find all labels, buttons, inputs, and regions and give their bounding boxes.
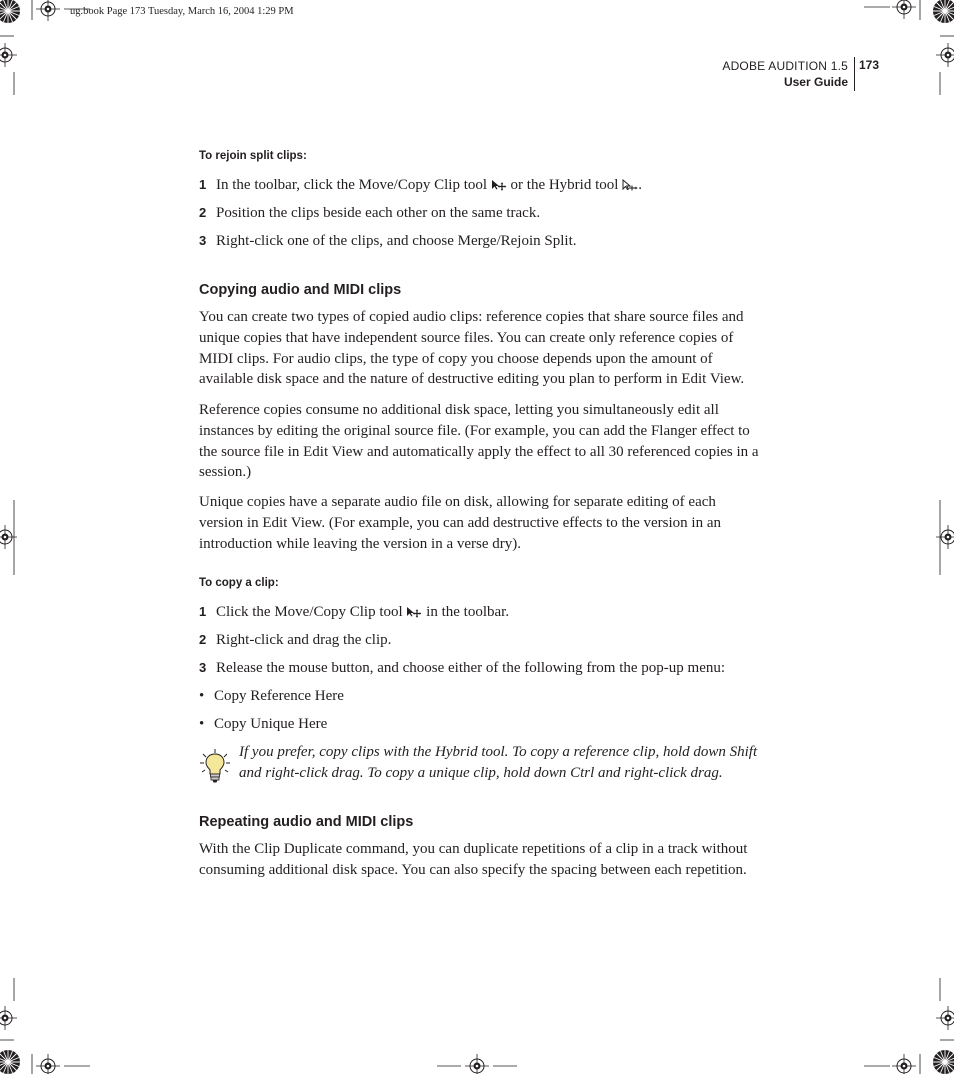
tip-text: If you prefer, copy clips with the Hybrid tool. To copy a reference clip, hold down Shift and right-click drag. To copy a unique clip, hold down Ctrl and right-click drag. [239,744,758,781]
bullet-item: • Copy Unique Here [199,716,328,732]
copying-heading: Copying audio and MIDI clips [199,282,402,298]
copying-paragraph-1: You can create two types of copied audio clips: reference copies that share source files and unique copies that have independent source files. You can create only reference copies of MIDI clips. For audio clips, the type of copy you choose depends upon the amount of available disk space and the nature of destructive editing you plan to perform in Edit View. [199,309,745,388]
page-number: 173 [859,58,880,72]
copy-step-2: 2 Right-click and drag the clip. [199,632,392,648]
repeating-heading: Repeating audio and MIDI clips [199,814,414,830]
guide-name: User Guide [783,75,848,89]
rejoin-step-2: 2 Position the clips beside each other on the same track. [199,205,541,221]
rejoin-heading: To rejoin split clips: [199,150,307,162]
copy-clip-heading: To copy a clip: [199,577,279,589]
bullet-item: • Copy Reference Here [199,688,344,704]
slug-line: ug.book Page 173 Tuesday, March 16, 2004 1:29 PM [70,6,294,17]
product-name: ADOBE AUDITION 1.5 [722,59,848,73]
repeating-paragraph: With the Clip Duplicate command, you can duplicate repetitions of a clip in a track without consuming additional disk space. You can also specify the spacing between each repetition. [199,841,748,878]
rejoin-step-1: 1 In the toolbar, click the Move/Copy Clip tool or the Hybrid tool . [199,175,642,198]
rejoin-step-3: 3 Right-click one of the clips, and choose Merge/Rejoin Split. [199,233,577,249]
copy-step-3: 3 Release the mouse button, and choose either of the following from the pop-up menu: [199,660,726,676]
copying-paragraph-3: Unique copies have a separate audio file on disk, allowing for separate editing of each version in Edit View. (For example, you can add destructive effects to the version in an introduction while leaving the version in a verse dry). [199,494,722,552]
copying-paragraph-2: Reference copies consume no additional disk space, letting you simultaneously edit all instances by editing the original source file. (For example, you can add the Flanger effect to the source file in Edit View and automatically apply the effect to all 30 referenced copies in a session.) [199,402,759,481]
copy-step-1: 1 Click the Move/Copy Clip tool in the toolbar. [199,602,509,625]
